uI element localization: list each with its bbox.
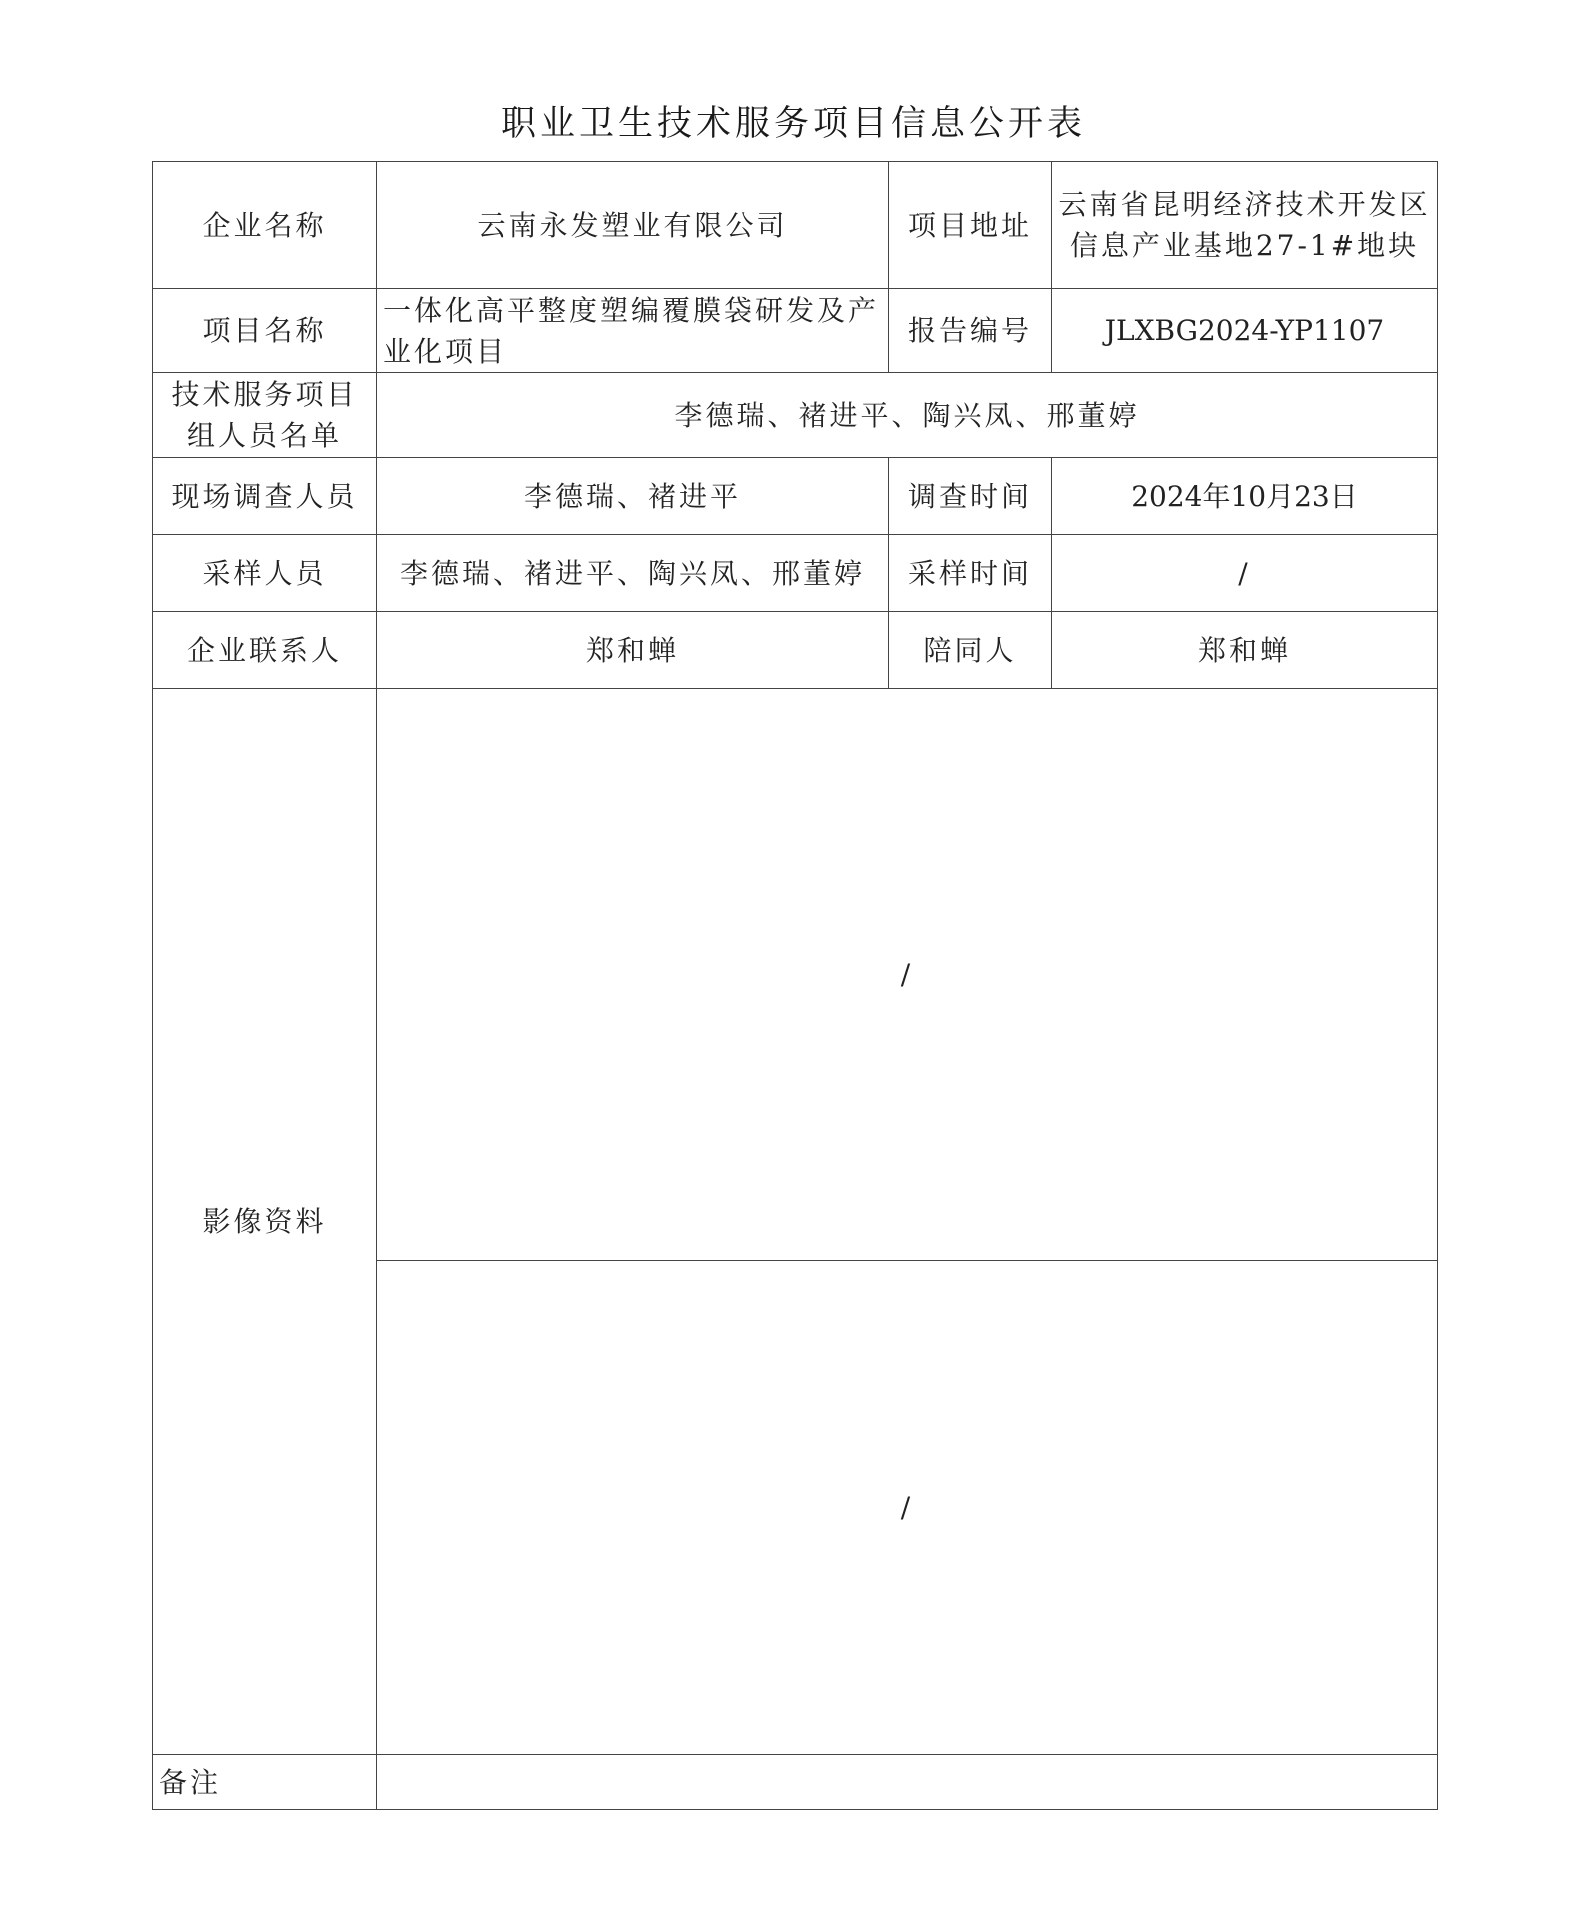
- remarks-label: 备注: [153, 1755, 377, 1810]
- company-contact-value: 郑和蝉: [377, 612, 889, 689]
- company-name-label: 企业名称: [153, 162, 377, 289]
- report-number-value: JLXBG2024-YP1107: [1052, 289, 1438, 373]
- team-members-value: 李德瑞、褚进平、陶兴凤、邢董婷: [377, 373, 1438, 458]
- table-row: [153, 289, 1438, 373]
- table-row: [153, 1755, 1438, 1810]
- sampling-staff-value: 李德瑞、褚进平、陶兴凤、邢董婷: [377, 535, 889, 612]
- image-slot-1: /: [377, 689, 1438, 1261]
- remarks-value: [377, 1755, 1438, 1810]
- survey-time-label: 调查时间: [889, 458, 1052, 535]
- sampling-time-label: 采样时间: [889, 535, 1052, 612]
- company-name-value: 云南永发塑业有限公司: [377, 162, 889, 289]
- project-address-value: 云南省昆明经济技术开发区信息产业基地27-1#地块: [1052, 162, 1438, 289]
- companion-label: 陪同人: [889, 612, 1052, 689]
- table-row: [153, 458, 1438, 535]
- report-number-label: 报告编号: [889, 289, 1052, 373]
- image-slot-2: /: [377, 1261, 1438, 1755]
- survey-time-value: 2024年10月23日: [1052, 458, 1438, 535]
- survey-staff-label: 现场调查人员: [153, 458, 377, 535]
- project-address-label: 项目地址: [889, 162, 1052, 289]
- sampling-time-value: /: [1052, 535, 1438, 612]
- team-members-label: 技术服务项目组人员名单: [153, 373, 377, 458]
- info-table: [152, 161, 1438, 1810]
- sampling-staff-label: 采样人员: [153, 535, 377, 612]
- table-row: [153, 689, 1438, 1261]
- table-row: [153, 612, 1438, 689]
- company-contact-label: 企业联系人: [153, 612, 377, 689]
- page-title: 职业卫生技术服务项目信息公开表: [500, 104, 1086, 144]
- table-row: [153, 162, 1438, 289]
- survey-staff-value: 李德瑞、褚进平: [377, 458, 889, 535]
- project-name-label: 项目名称: [153, 289, 377, 373]
- project-name-value: 一体化高平整度塑编覆膜袋研发及产业化项目: [377, 289, 889, 373]
- table-row: [153, 535, 1438, 612]
- companion-value: 郑和蝉: [1052, 612, 1438, 689]
- table-row: [153, 373, 1438, 458]
- images-label: 影像资料: [153, 689, 377, 1755]
